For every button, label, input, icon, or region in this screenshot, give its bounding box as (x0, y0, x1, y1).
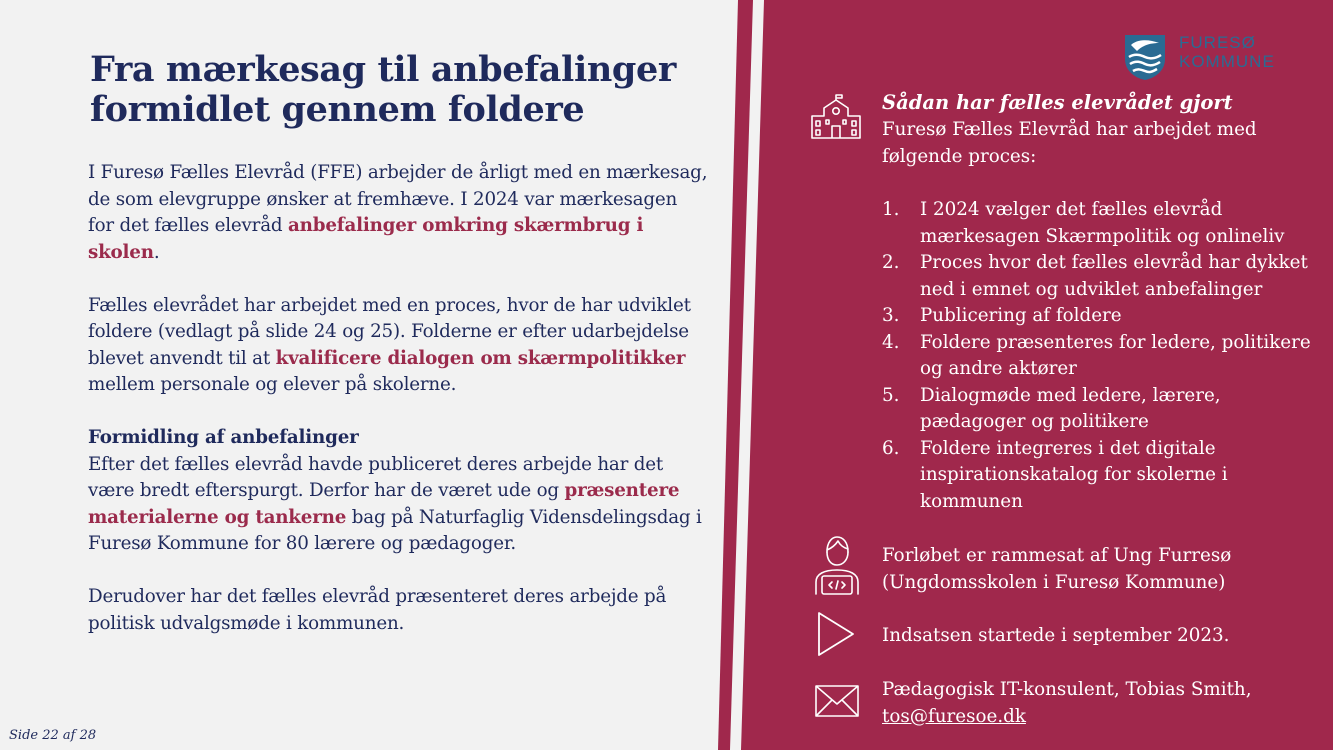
step-text: Foldere præsenteres for ledere, politikere og andre aktører (920, 331, 1311, 379)
page-number: Side 22 af 28 (9, 728, 97, 743)
step-number: 1. (882, 199, 900, 220)
slide-title: Fra mærkesag til anbefalinger formidlet gennem foldere (90, 49, 676, 130)
furesoe-logo (1123, 31, 1283, 83)
step-text: Foldere integreres i det digitale inspirationskatalog for skolerne i kommunen (920, 437, 1228, 512)
step-text: Dialogmøde med ledere, lærere, pædagoger og politikere (920, 384, 1221, 432)
process-steps (882, 197, 1312, 515)
paragraph-1-end: . (153, 241, 160, 263)
step-number: 3. (882, 305, 900, 326)
step-number: 5. (882, 384, 900, 406)
list-item (882, 383, 1312, 436)
step-number: 6. (882, 437, 900, 459)
paragraph-1 (88, 160, 708, 266)
subheading-dissemination: Formidling af anbefalinger (88, 427, 359, 448)
step-number: 2. (882, 252, 900, 273)
process-intro: Furesø Fælles Elevråd har arbejdet med følgende proces: (882, 119, 1257, 167)
contact-block (882, 677, 1302, 730)
paragraph-2-end: mellem personale og elever på skolerne. (88, 374, 457, 395)
list-item (882, 197, 1312, 250)
paragraph-2-text: Fælles elevrådet har arbejdet med en proces, hvor de har udviklet foldere (vedlagt på slide 24 og 25). Folderne er efter udarbejdelse blevet anvendt til at (88, 294, 691, 369)
paragraph-3-text: Efter det fælles elevråd havde publiceret deres arbejde har det være bredt efterspurgt. Derfor har de været ude og (88, 453, 664, 501)
list-item (882, 330, 1312, 383)
step-text: Proces hvor det fælles elevråd har dykket ned i emnet og udviklet anbefalinger (920, 252, 1308, 300)
paragraph-4: Derudover har det fælles elevråd præsenteret deres arbejde på politisk udvalgsmøde i kommunen. (88, 586, 667, 634)
furesoe-crest-icon (1123, 33, 1167, 81)
contact-name: Pædagogisk IT-konsulent, Tobias Smith, (882, 679, 1252, 700)
logo-text (1179, 33, 1275, 71)
developer-person-icon (812, 534, 862, 596)
logo-line-2: KOMMUNE (1179, 52, 1275, 71)
paragraph-2 (88, 293, 708, 399)
paragraph-1-text: I Furesø Fælles Elevråd (FFE) arbejder de årligt med en mærkesag, de som elevgruppe ønsker at fremhæve. I 2024 var mærkesagen for det fælles elevråd (88, 162, 708, 236)
step-text: Publicering af foldere (920, 305, 1122, 326)
framework-text: Forløbet er rammesat af Ung Furresø (Ungdomsskolen i Furesø Kommune) (882, 545, 1232, 593)
highlight-screen-use: anbefalinger omkring skærmbrug i skolen (88, 215, 644, 263)
list-item (882, 303, 1312, 330)
paragraph-3 (88, 452, 708, 558)
contact-email-link[interactable]: tos@furesoe.dk (882, 705, 1026, 727)
paragraph-3-end: bag på Naturfaglig Vidensdelingsdag i Furesø Kommune for 80 lærere og pædagoger. (88, 506, 702, 554)
process-heading: Sådan har fælles elevrådet gjort (882, 91, 1233, 114)
step-number: 4. (882, 331, 900, 353)
highlight-dialogue: kvalificere dialogen om skærmpolitikker (275, 347, 686, 369)
left-body (88, 160, 708, 637)
logo-line-1: FURESØ (1179, 33, 1256, 52)
envelope-icon (814, 684, 860, 718)
list-item (882, 436, 1312, 516)
step-text: I 2024 vælger det fælles elevråd mærkesagen Skærmpolitik og onlineliv (920, 199, 1285, 247)
start-date-text: Indsatsen startede i september 2023. (882, 625, 1230, 646)
play-icon (815, 610, 857, 658)
list-item (882, 250, 1312, 303)
school-building-icon (808, 94, 864, 140)
highlight-present-materials: præsentere materialerne og tankerne (88, 480, 680, 528)
